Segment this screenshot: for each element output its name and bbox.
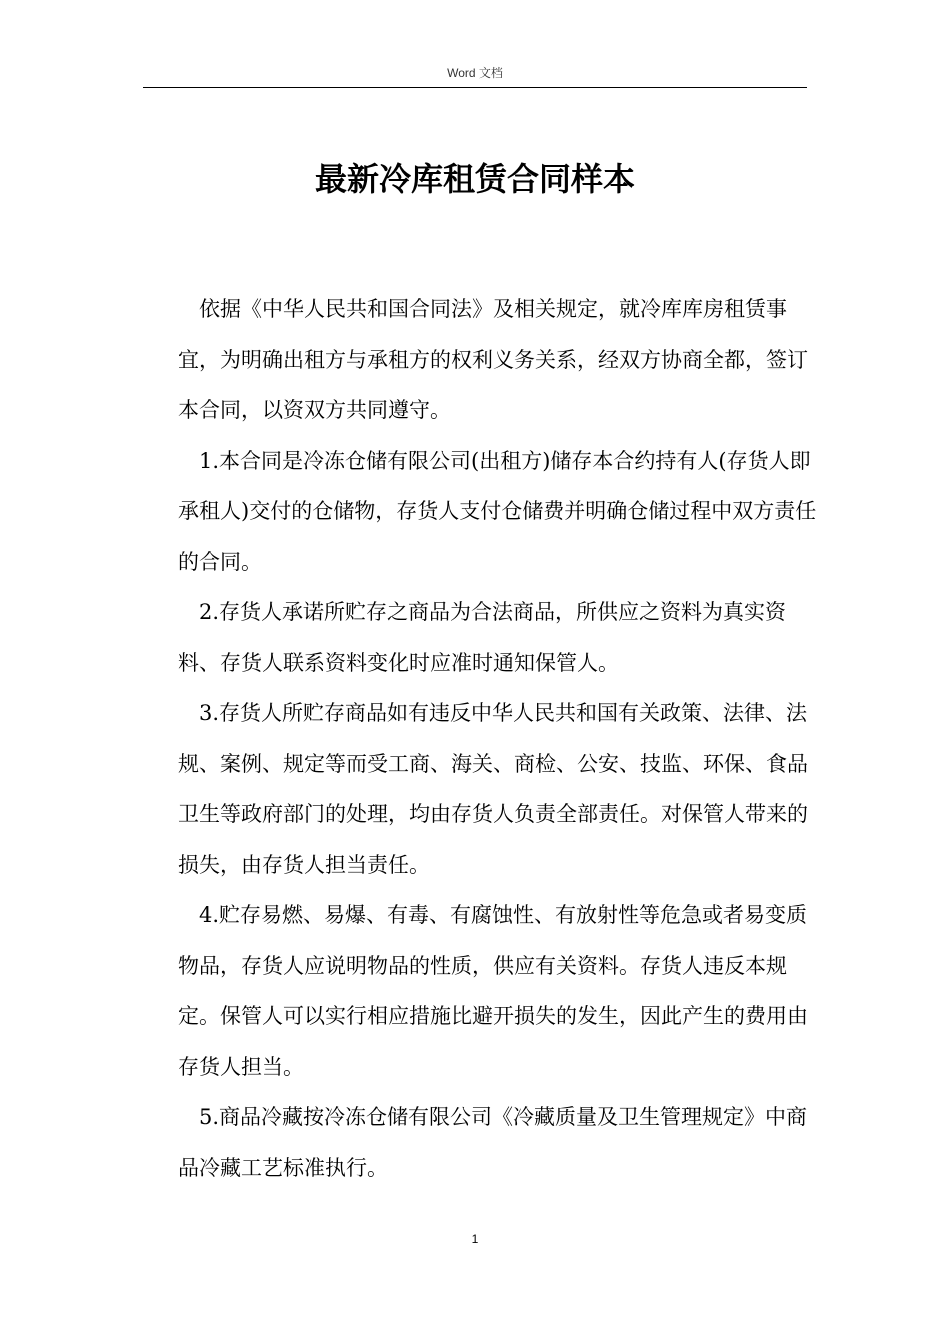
paragraph-clause-4: 4.贮存易燃、易爆、有毒、有腐蚀性、有放射性等危急或者易变质物品，存货人应说明物品的性质，供应有关资料。存货人违反本规定。保管人可以实行相应措施比避开损失的发生，因此产生的费用由存货人担当。 bbox=[178, 903, 808, 1079]
paragraph-clause-1: 1.本合同是冷冻仓储有限公司(出租方)储存本合约持有人(存货人即承租人)交付的仓储物，存货人支付仓储费并明确仓储过程中双方责任的合同。 bbox=[178, 448, 817, 574]
paragraph-clause-3: 3.存货人所贮存商品如有违反中华人民共和国有关政策、法律、法规、案例、规定等而受工商、海关、商检、公安、技监、环保、食品卫生等政府部门的处理，均由存货人负责全部责任。对保管人带来的损失，由存货人担当责任。 bbox=[178, 701, 808, 877]
page-number: 1 bbox=[471, 1232, 479, 1246]
document-title: 最新冷库租赁合同样本 bbox=[314, 160, 635, 198]
page-header: Word 文档 bbox=[447, 66, 503, 80]
document-body bbox=[178, 284, 818, 1193]
header-divider bbox=[143, 87, 807, 88]
paragraph-intro: 依据《中华人民共和国合同法》及相关规定，就冷库库房租赁事宜，为明确出租方与承租方的权利义务关系，经双方协商全都，签订本合同，以资双方共同遵守。 bbox=[178, 297, 808, 422]
paragraph-clause-2: 2.存货人承诺所贮存之商品为合法商品，所供应之资料为真实资料、存货人联系资料变化时应准时通知保管人。 bbox=[178, 600, 787, 675]
paragraph-clause-5: 5.商品冷藏按冷冻仓储有限公司《冷藏质量及卫生管理规定》中商品冷藏工艺标准执行。 bbox=[178, 1105, 808, 1180]
